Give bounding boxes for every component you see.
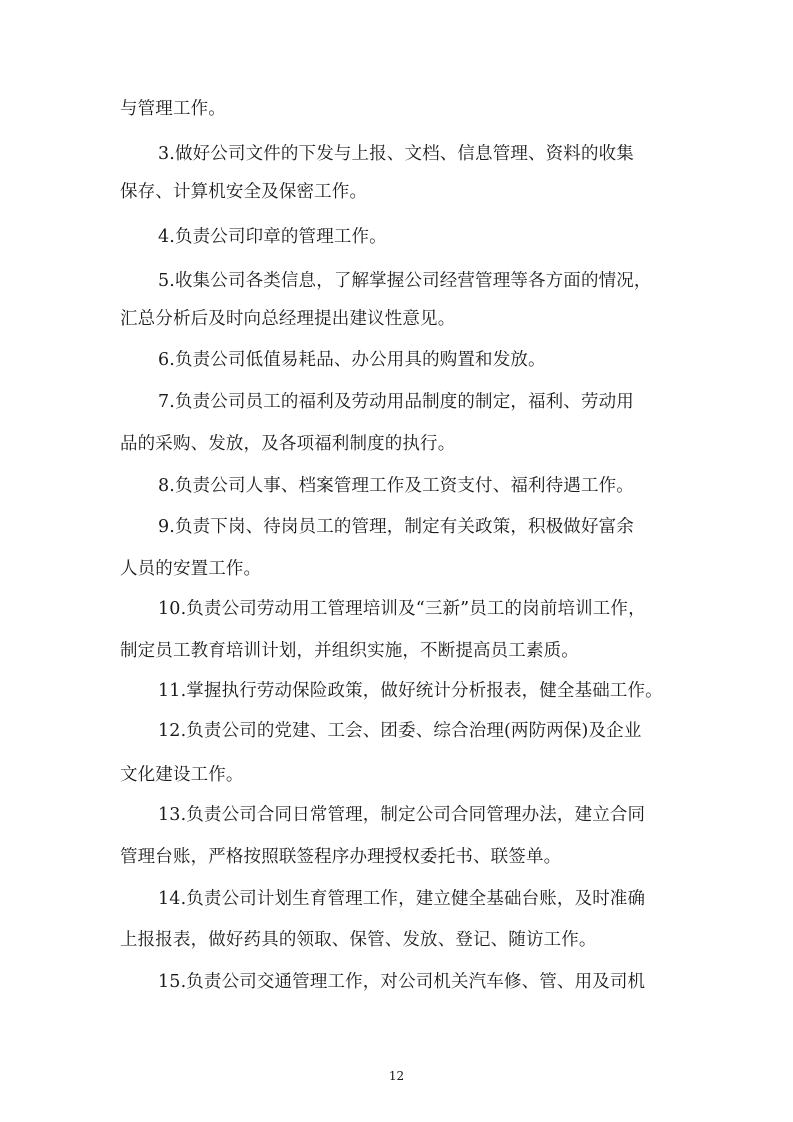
- text-line: 15.负责公司交通管理工作，对公司机关汽车修、管、用及司机: [158, 972, 646, 992]
- text-line: 保存、计算机安全及保密工作。: [120, 182, 368, 202]
- text-line: 3.做好公司文件的下发与上报、文档、信息管理、资料的收集: [158, 144, 634, 164]
- text-line: 4.负责公司印章的管理工作。: [158, 227, 387, 247]
- text-line: 汇总分析后及时向总经理提出建议性意见。: [120, 309, 456, 329]
- text-line: 9.负责下岗、待岗员工的管理，制定有关政策，积极做好富余: [158, 517, 634, 537]
- text-line: 与管理工作。: [120, 99, 226, 119]
- text-line: 5.收集公司各类信息，了解掌握公司经营管理等各方面的情况，: [158, 271, 652, 291]
- text-line: 10.负责公司劳动用工管理培训及“三新”员工的岗前培训工作，: [158, 599, 646, 619]
- text-line: 管理台账，严格按照联签程序办理授权委托书、联签单。: [120, 847, 562, 867]
- text-line: 12.负责公司的党建、工会、团委、综合治理(两防两保)及企业: [158, 721, 642, 741]
- text-line: 上报报表，做好药具的领取、保管、发放、登记、随访工作。: [120, 930, 597, 950]
- text-line: 8.负责公司人事、档案管理工作及工资支付、福利待遇工作。: [158, 476, 634, 496]
- text-line: 6.负责公司低值易耗品、办公用具的购置和发放。: [158, 350, 546, 370]
- text-line: 7.负责公司员工的福利及劳动用品制度的制定，福利、劳动用: [158, 392, 634, 412]
- text-line: 14.负责公司计划生育管理工作，建立健全基础台账，及时准确: [158, 889, 646, 909]
- text-line: 13.负责公司合同日常管理，制定公司合同管理办法，建立合同: [158, 805, 646, 825]
- text-line: 人员的安置工作。: [120, 559, 262, 579]
- text-line: 品的采购、发放，及各项福利制度的执行。: [120, 434, 456, 454]
- page-number: 12: [388, 1069, 405, 1083]
- text-line: 文化建设工作。: [120, 765, 244, 785]
- text-line: 制定员工教育培训计划，并组织实施，不断提高员工素质。: [120, 641, 579, 661]
- text-line: 11.掌握执行劳动保险政策，做好统计分析报表，健全基础工作。: [158, 681, 663, 701]
